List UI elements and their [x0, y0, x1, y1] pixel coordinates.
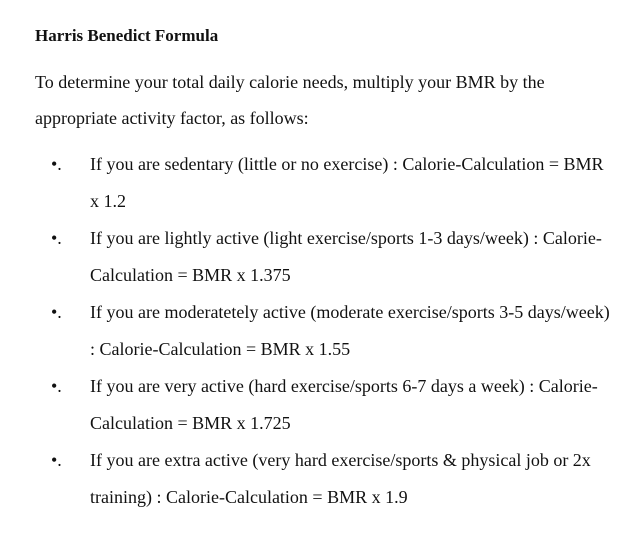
list-item-text: If you are extra active (very hard exercise/sports & physical job or 2x training) : Calorie-Calculation = BMR x 1.9 — [90, 450, 591, 507]
intro-paragraph: To determine your total daily calorie needs, multiply your BMR by the appropriate activity factor, as follows: — [35, 72, 545, 128]
bullet-icon: •. — [51, 376, 62, 396]
list-item-text: If you are moderatetely active (moderate exercise/sports 3-5 days/week) : Calorie-Calculation = BMR x 1.55 — [90, 302, 610, 359]
list-item-very-active — [35, 368, 615, 442]
bullet-icon: •. — [51, 228, 62, 248]
list-item-text: If you are lightly active (light exercise/sports 1-3 days/week) : Calorie-Calculation = BMR x 1.375 — [90, 228, 602, 285]
bullet-icon: •. — [51, 154, 62, 174]
bullet-icon: •. — [51, 450, 62, 470]
list-item-moderately-active — [35, 294, 615, 368]
list-item-text: If you are very active (hard exercise/sports 6-7 days a week) : Calorie-Calculation = BMR x 1.725 — [90, 376, 598, 433]
document-body — [35, 22, 615, 516]
list-item-text: If you are sedentary (little or no exercise) : Calorie-Calculation = BMR x 1.2 — [90, 154, 604, 211]
list-item-lightly-active — [35, 220, 615, 294]
bullet-icon: •. — [51, 302, 62, 322]
list-item-extra-active — [35, 442, 615, 516]
document-title: Harris Benedict Formula — [35, 26, 219, 45]
list-item-sedentary — [35, 146, 615, 220]
activity-factor-list — [35, 146, 615, 516]
